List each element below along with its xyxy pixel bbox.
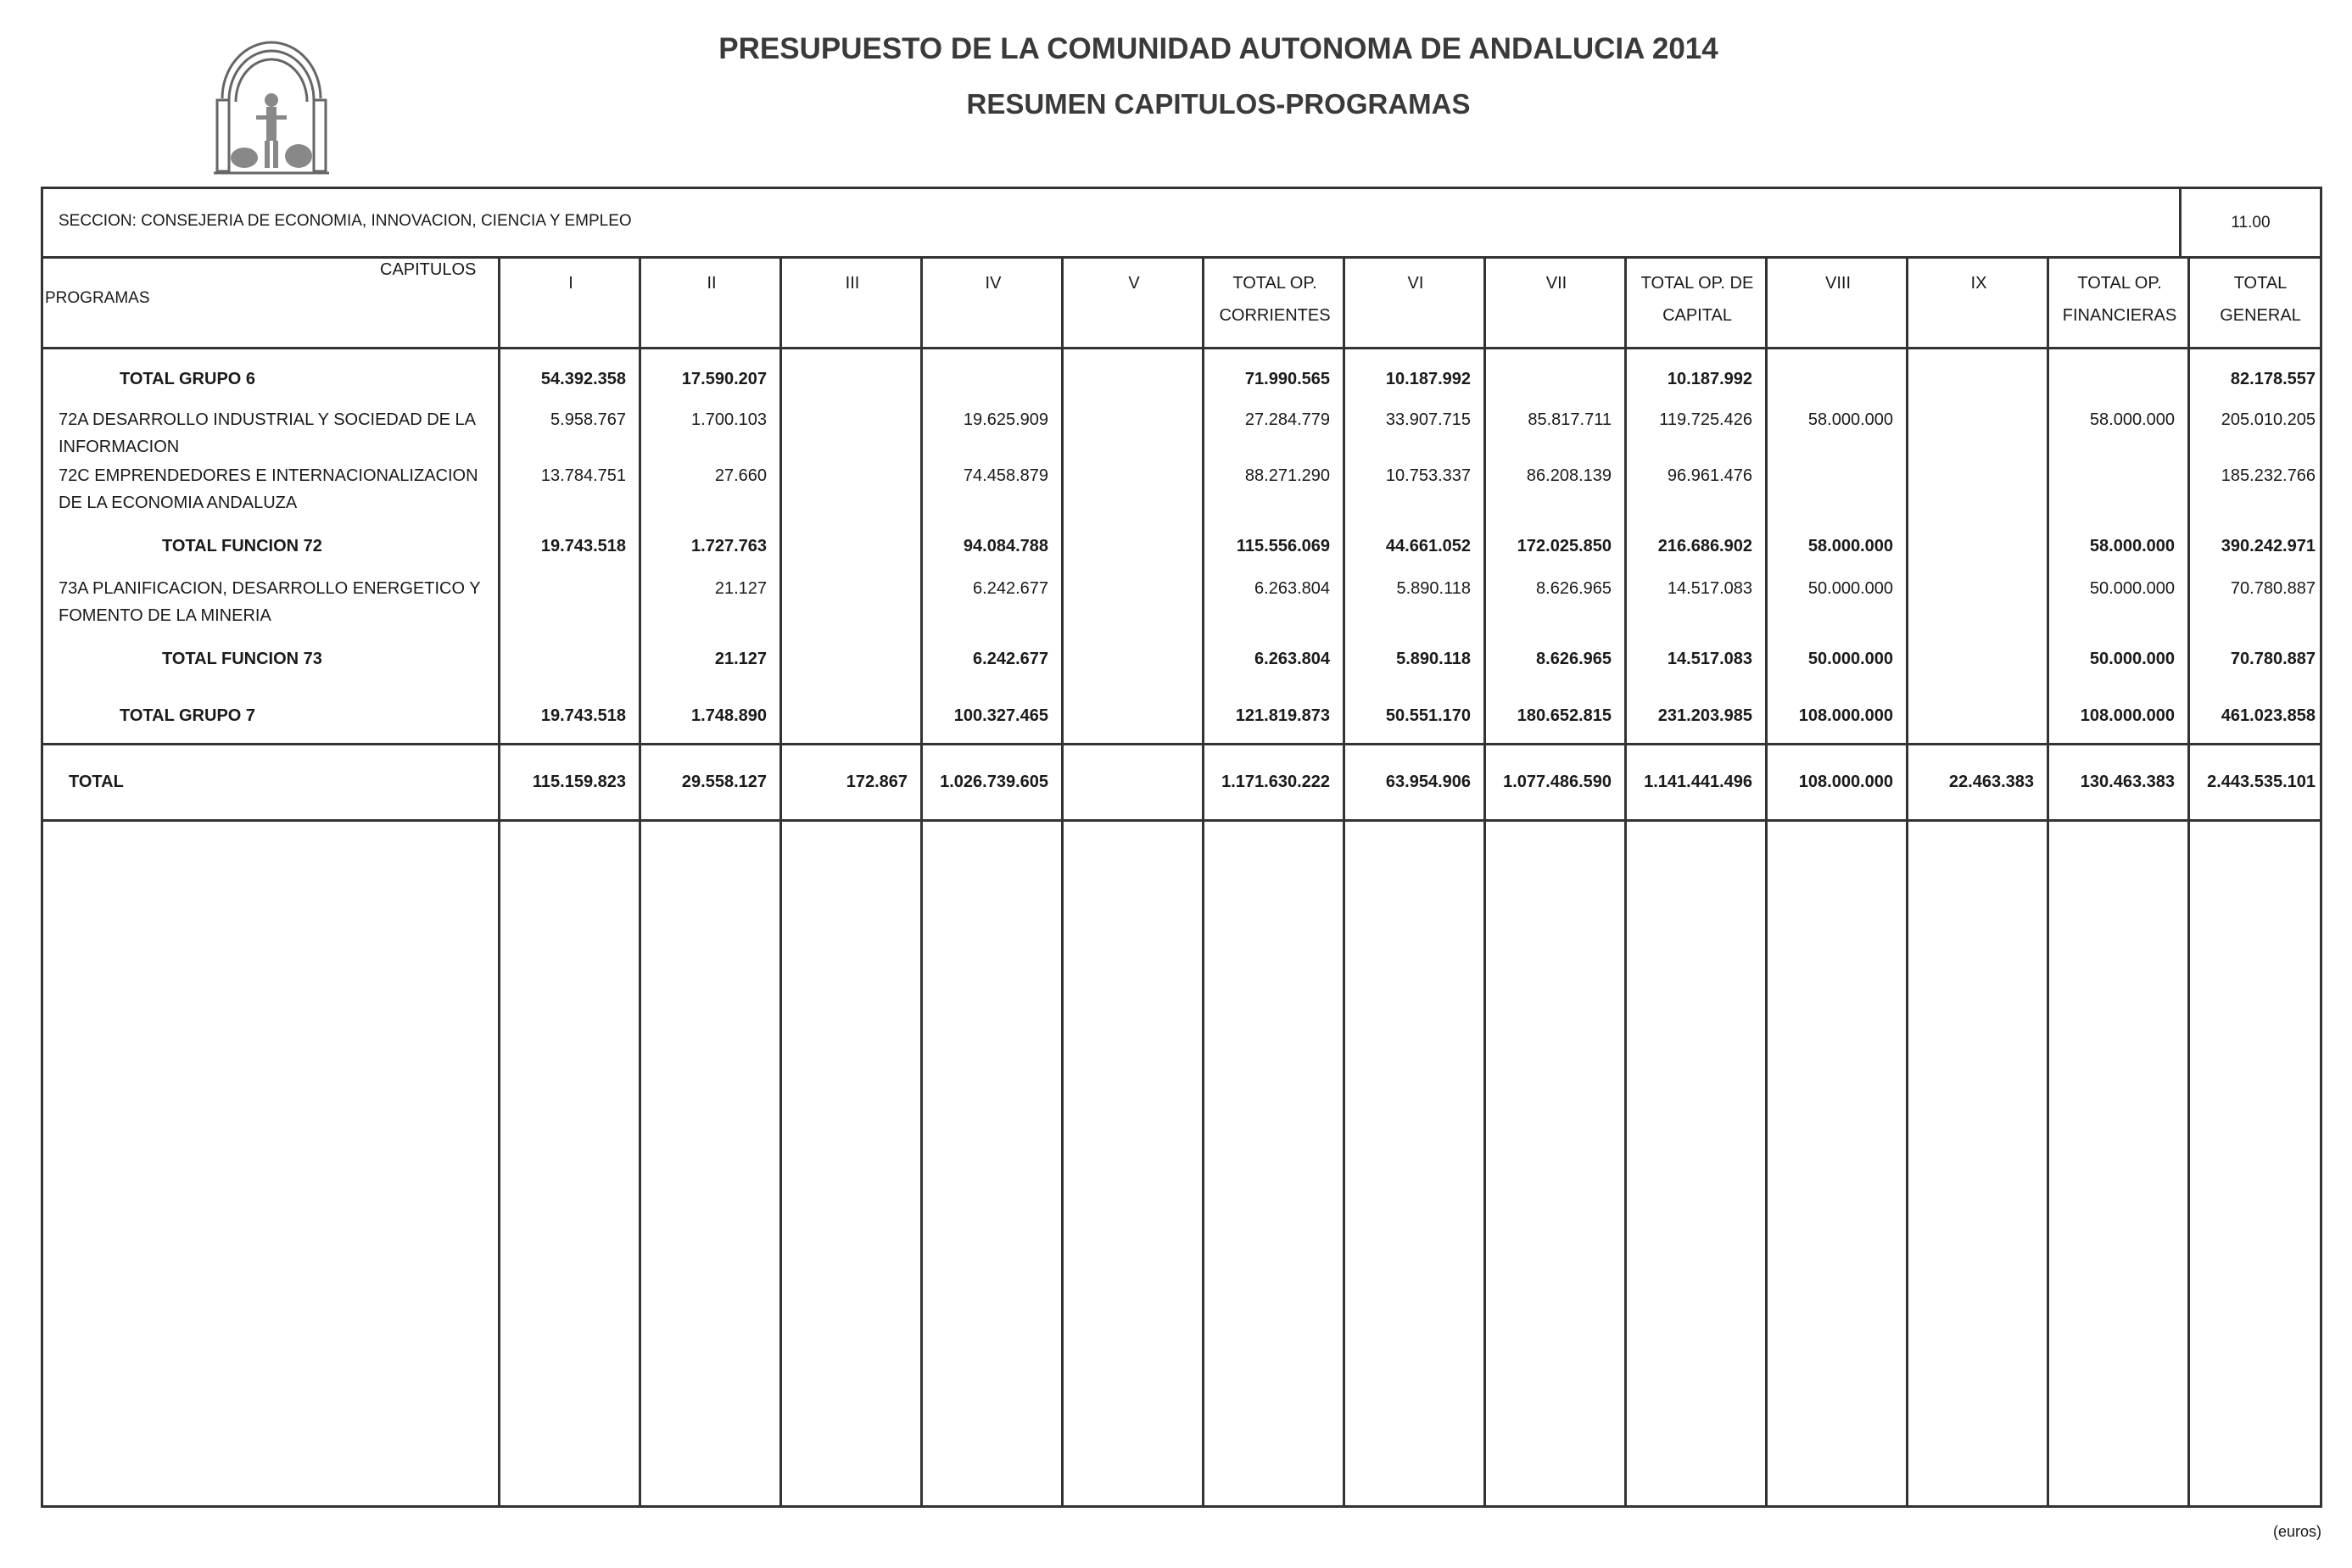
column-header-line1: VII: [1545, 274, 1567, 293]
units-label: (euros): [2272, 1523, 2321, 1540]
row-label: [120, 365, 498, 393]
row-value: 58.000.000: [2089, 537, 2175, 555]
row-label-line2: DE LA ECONOMIA ANDALUZA: [59, 494, 298, 512]
section-code: 11.00: [2179, 189, 2320, 256]
row-value: 10.187.992: [1667, 370, 1752, 388]
row-value: 50.000.000: [1807, 579, 1893, 598]
column-header-line2: CAPITAL: [1662, 306, 1732, 325]
row-value: 96.961.476: [1667, 466, 1752, 485]
row-value: 44.661.052: [1385, 537, 1471, 555]
total-value: 1.026.739.605: [940, 773, 1048, 791]
row-value: 6.242.677: [973, 650, 1048, 668]
column-divider: [920, 259, 923, 1508]
row-value: 50.000.000: [2089, 650, 2175, 668]
column-divider: [498, 259, 500, 1508]
column-header: [1908, 267, 2049, 299]
total-label: TOTAL: [69, 773, 124, 791]
column-header-line2: FINANCIERAS: [2062, 306, 2177, 325]
row-label-line1: 72A DESARROLLO INDUSTRIAL Y SOCIEDAD DE LA: [59, 410, 477, 429]
row-value: 70.780.887: [2230, 579, 2316, 598]
row-value: 17.590.207: [681, 370, 767, 388]
column-divider: [779, 259, 782, 1508]
row-value: 461.023.858: [2221, 706, 2316, 725]
row-value: 82.178.557: [2230, 370, 2316, 388]
row-value: 1.748.890: [691, 706, 767, 725]
row-value: 121.819.873: [1235, 706, 1330, 725]
row-label: [59, 575, 498, 629]
column-divider: [639, 259, 641, 1508]
column-header-line1: TOTAL OP. DE: [1640, 274, 1754, 293]
row-value: 74.458.879: [963, 466, 1048, 485]
row-value: 6.263.804: [1254, 650, 1330, 668]
row-value: 50.000.000: [2089, 579, 2175, 598]
column-header-line1: TOTAL OP.: [2077, 274, 2162, 293]
row-value: 86.208.139: [1526, 466, 1612, 485]
total-divider-bottom: [43, 819, 2320, 822]
row-label: [59, 462, 498, 516]
row-label: [120, 702, 498, 729]
row-value: 119.725.426: [1659, 410, 1752, 429]
row-value: 5.958.767: [550, 410, 626, 429]
column-header: [500, 267, 641, 299]
row-value: 6.242.677: [973, 579, 1048, 598]
column-header-line2: GENERAL: [2220, 306, 2301, 325]
total-value: 63.954.906: [1385, 773, 1471, 791]
total-value: 22.463.383: [1948, 773, 2034, 791]
total-value: 29.558.127: [681, 773, 767, 791]
column-divider: [2047, 259, 2049, 1508]
document-title: PRESUPUESTO DE LA COMUNIDAD AUTONOMA DE ANDALUCIA 2014: [718, 32, 1718, 65]
row-label-line1: TOTAL GRUPO 6: [120, 370, 256, 388]
total-value: 1.077.486.590: [1503, 773, 1612, 791]
row-value: 88.271.290: [1244, 466, 1330, 485]
total-value: 1.141.441.496: [1644, 773, 1752, 791]
column-header-line1: V: [1128, 274, 1140, 293]
row-value: 33.907.715: [1385, 410, 1471, 429]
row-label: [162, 533, 498, 560]
row-value: 1.727.763: [691, 537, 767, 555]
row-value: 5.890.118: [1396, 650, 1471, 668]
column-header-line1: IX: [1970, 274, 1987, 293]
row-label-line1: TOTAL FUNCION 73: [162, 650, 322, 668]
row-label-line2: FOMENTO DE LA MINERIA: [59, 606, 271, 625]
column-header-line1: IV: [985, 274, 1002, 293]
column-header: [782, 267, 923, 299]
column-header-line1: II: [707, 274, 717, 293]
row-label-line1: 72C EMPRENDEDORES E INTERNACIONALIZACION: [59, 466, 478, 485]
row-value: 1.700.103: [691, 410, 767, 429]
row-value: 216.686.902: [1657, 537, 1752, 555]
row-value: 185.232.766: [2221, 466, 2316, 485]
row-value: 115.556.069: [1236, 537, 1330, 555]
total-value: 1.171.630.222: [1221, 773, 1330, 791]
total-value: 2.443.535.101: [2207, 773, 2316, 791]
row-value: 94.084.788: [963, 537, 1048, 555]
document-subtitle: RESUMEN CAPITULOS-PROGRAMAS: [966, 88, 1471, 120]
total-value: 130.463.383: [2080, 773, 2175, 791]
column-divider: [1061, 259, 1064, 1508]
row-value: 19.625.909: [963, 410, 1048, 429]
column-divider: [1765, 259, 1768, 1508]
total-divider-top: [43, 743, 2320, 745]
row-value: 19.743.518: [540, 706, 626, 725]
column-header: [1345, 267, 1486, 299]
column-header-line1: TOTAL OP.: [1232, 274, 1317, 293]
row-value: 108.000.000: [2080, 706, 2175, 725]
column-divider: [1483, 259, 1486, 1508]
column-header: [2190, 267, 2331, 332]
column-divider: [1906, 259, 1908, 1508]
row-label: [162, 645, 498, 672]
row-value: 5.890.118: [1396, 579, 1471, 598]
programas-header: PROGRAMAS: [45, 289, 150, 307]
header-divider: [43, 347, 2320, 349]
row-value: 108.000.000: [1798, 706, 1893, 725]
total-value: 115.159.823: [532, 773, 626, 791]
column-header: [923, 267, 1064, 299]
row-value: 21.127: [714, 650, 767, 668]
row-value: 50.551.170: [1385, 706, 1471, 725]
column-header: [641, 267, 782, 299]
column-divider: [1624, 259, 1627, 1508]
row-value: 100.327.465: [953, 706, 1048, 725]
row-label-line1: TOTAL FUNCION 72: [162, 537, 322, 555]
row-label: [59, 406, 498, 460]
column-header-line1: VIII: [1824, 274, 1851, 293]
row-value: 21.127: [714, 579, 767, 598]
column-divider: [1202, 259, 1204, 1508]
row-value: 58.000.000: [1807, 537, 1893, 555]
column-header-line2: CORRIENTES: [1219, 306, 1331, 325]
row-value: 71.990.565: [1244, 370, 1330, 388]
budget-table: [41, 187, 2322, 1508]
row-value: 58.000.000: [2089, 410, 2175, 429]
total-value: 108.000.000: [1798, 773, 1893, 791]
column-header-line1: III: [845, 274, 860, 293]
column-header-line1: VI: [1407, 274, 1424, 293]
row-value: 85.817.711: [1528, 410, 1612, 429]
column-header: [1486, 267, 1627, 299]
row-value: 27.660: [714, 466, 767, 485]
column-header: [1627, 267, 1768, 332]
section-row: [43, 189, 2320, 259]
row-value: 180.652.815: [1517, 706, 1612, 725]
row-value: 70.780.887: [2230, 650, 2316, 668]
column-header: [2049, 267, 2190, 332]
column-header-line1: I: [568, 274, 573, 293]
row-value: 14.517.083: [1667, 650, 1752, 668]
row-value: 58.000.000: [1807, 410, 1893, 429]
row-value: 13.784.751: [540, 466, 626, 485]
row-value: 54.392.358: [540, 370, 626, 388]
row-value: 205.010.205: [2221, 410, 2316, 429]
row-value: 19.743.518: [540, 537, 626, 555]
capitulos-header: CAPITULOS: [380, 260, 477, 279]
row-value: 50.000.000: [1807, 650, 1893, 668]
row-value: 8.626.965: [1536, 579, 1612, 598]
row-value: 6.263.804: [1254, 579, 1330, 598]
column-header: [1064, 267, 1204, 299]
row-value: 14.517.083: [1667, 579, 1752, 598]
column-header-line1: TOTAL: [2233, 274, 2288, 293]
row-value: 10.753.337: [1385, 466, 1471, 485]
row-label-line2: INFORMACION: [59, 438, 180, 456]
row-value: 8.626.965: [1536, 650, 1612, 668]
row-label-line1: TOTAL GRUPO 7: [120, 706, 256, 725]
column-divider: [1343, 259, 1345, 1508]
section-label: SECCION: CONSEJERIA DE ECONOMIA, INNOVACION, CIENCIA Y EMPLEO: [59, 212, 632, 230]
column-header: [1204, 267, 1345, 332]
row-value: 27.284.779: [1244, 410, 1330, 429]
row-value: 172.025.850: [1517, 537, 1612, 555]
row-value: 390.242.971: [2221, 537, 2316, 555]
column-divider: [2187, 259, 2190, 1508]
row-value: 231.203.985: [1657, 706, 1752, 725]
row-value: 10.187.992: [1385, 370, 1471, 388]
row-label-line1: 73A PLANIFICACION, DESARROLLO ENERGETICO Y: [59, 579, 481, 598]
total-value: 172.867: [846, 773, 908, 791]
column-header: [1768, 267, 1908, 299]
